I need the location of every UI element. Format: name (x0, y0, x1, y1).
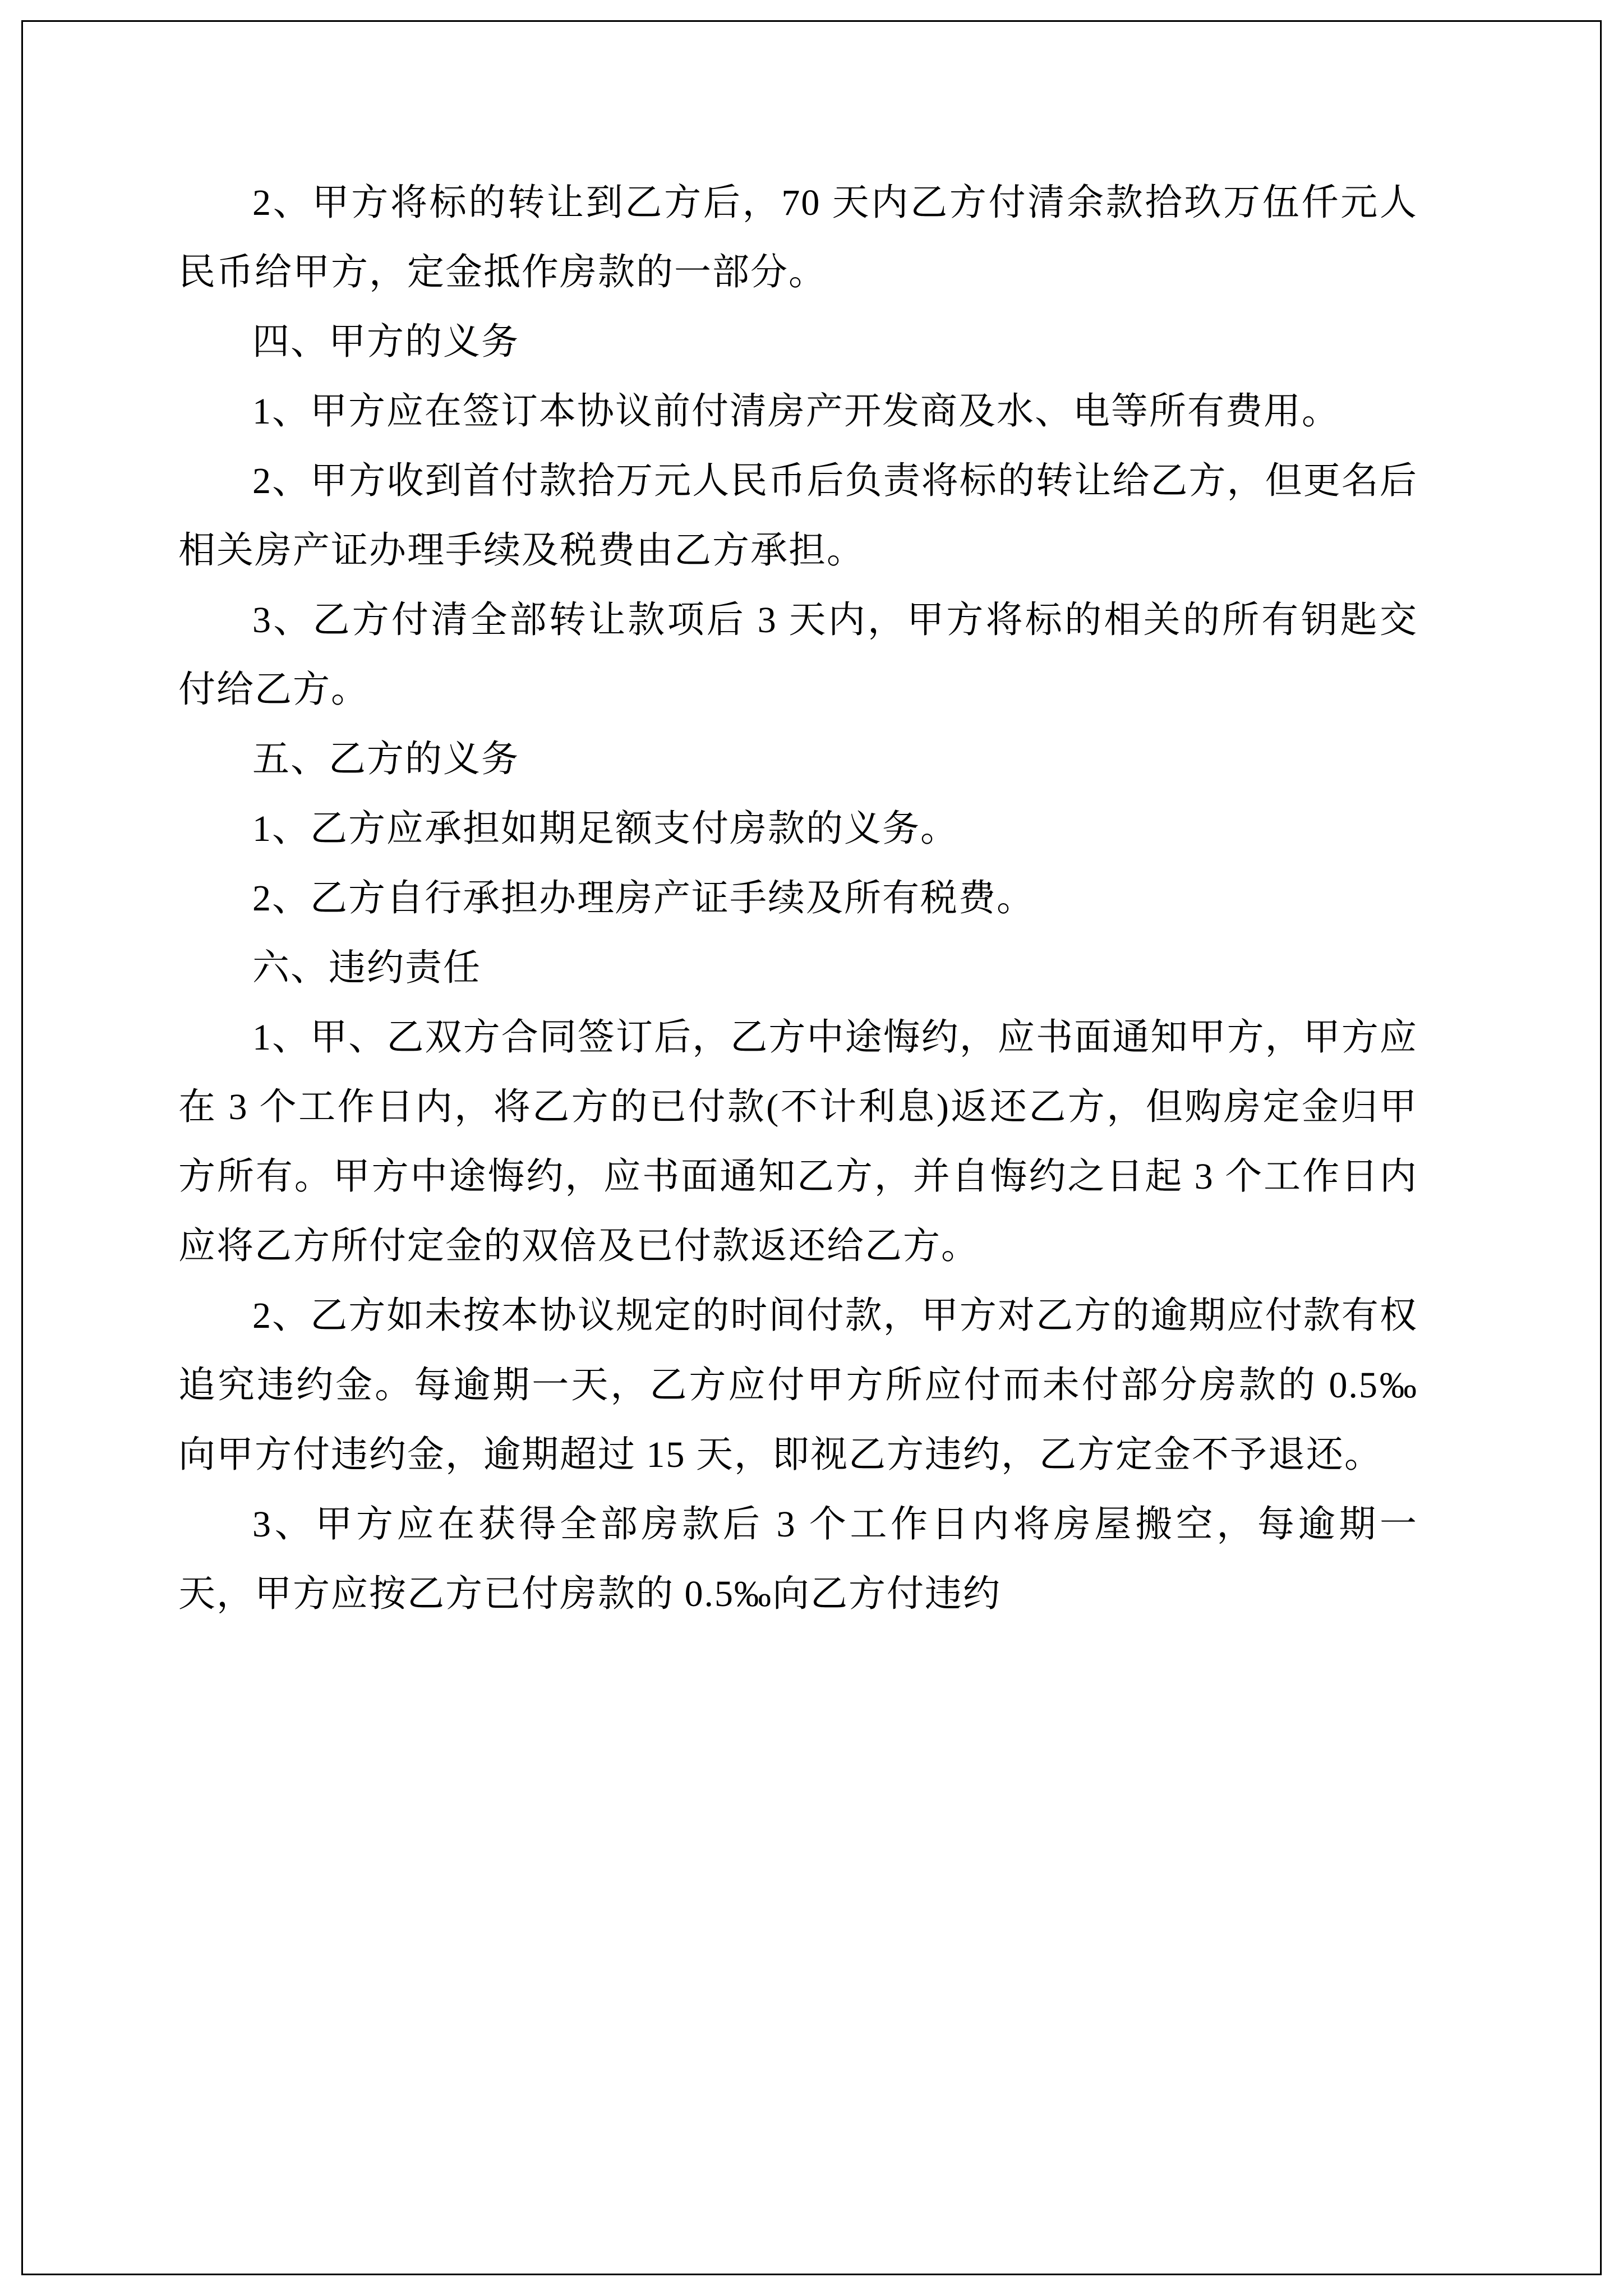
paragraph: 1、乙方应承担如期足额支付房款的义务。 (252, 808, 958, 849)
section-heading: 六、违约责任 (252, 947, 481, 988)
paragraph: 2、甲方将标的转让到乙方后，70 天内乙方付清余款拾玖万伍仟元人民币给甲方，定金抵作房款的一部分。 (178, 182, 1418, 293)
paragraph: 2、乙方自行承担办理房产证手续及所有税费。 (252, 878, 1035, 919)
section-heading: 五、乙方的义务 (252, 739, 519, 780)
section-heading: 四、甲方的义务 (252, 321, 519, 362)
paragraph: 3、乙方付清全部转让款项后 3 天内，甲方将标的相关的所有钥匙交付给乙方。 (178, 600, 1418, 710)
document-body (178, 168, 1418, 1629)
paragraph: 1、甲方应在签订本协议前付清房产开发商及水、电等所有费用。 (252, 391, 1340, 432)
paragraph: 2、甲方收到首付款拾万元人民币后负责将标的转让给乙方，但更名后相关房产证办理手续及税费由乙方承担。 (178, 461, 1418, 571)
paragraph: 2、乙方如未按本协议规定的时间付款，甲方对乙方的逾期应付款有权追究违约金。每逾期一天，乙方应付甲方所应付而未付部分房款的 0.5‰向甲方付违约金，逾期超过 15 天，即视乙方违约，乙方定金不予退还。 (178, 1295, 1418, 1475)
paragraph: 1、甲、乙双方合同签订后，乙方中途悔约，应书面通知甲方，甲方应在 3 个工作日内，将乙方的已付款(不计利息)返还乙方，但购房定金归甲方所有。甲方中途悔约，应书面通知乙方，并自悔约之日起 3 个工作日内应将乙方所付定金的双倍及已付款返还给乙方。 (178, 1017, 1418, 1267)
paragraph: 3、甲方应在获得全部房款后 3 个工作日内将房屋搬空，每逾期一天，甲方应按乙方已付房款的 0.5‰向乙方付违约 (178, 1504, 1418, 1614)
